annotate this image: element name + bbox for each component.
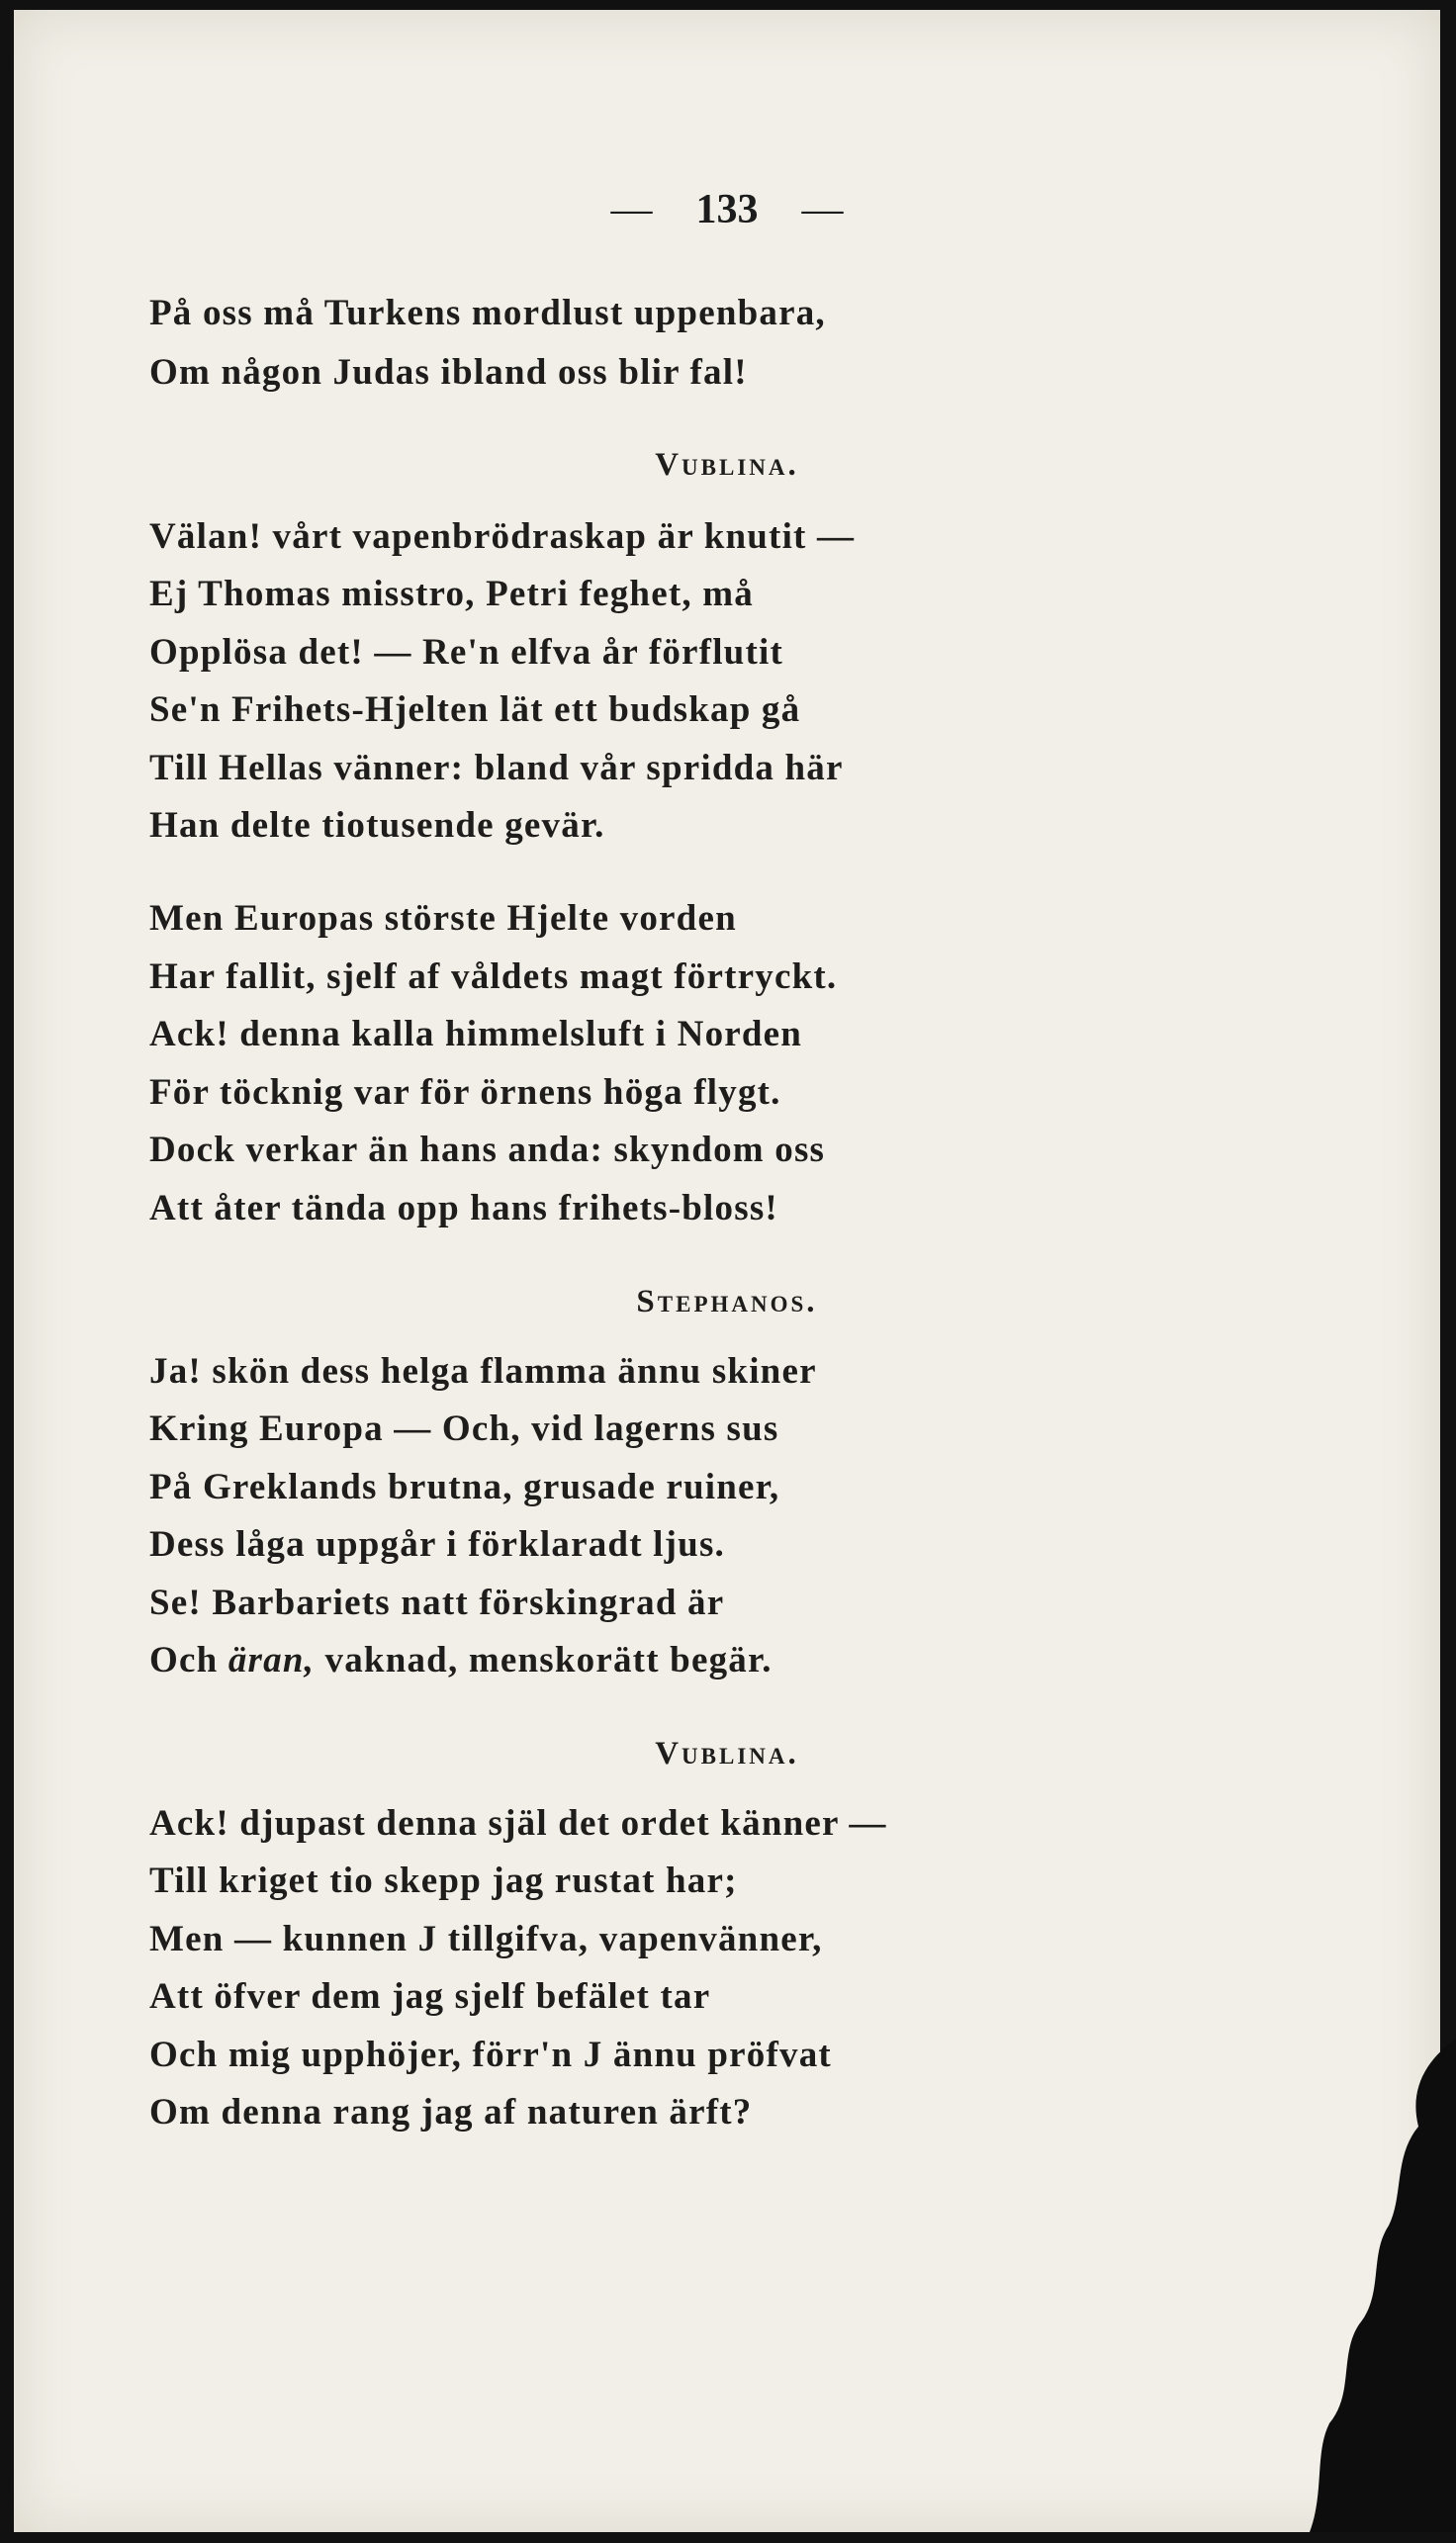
verse-line: Men Europas störste Hjelte vorden [149,898,737,939]
page-damage-stain [1300,2018,1456,2532]
header-dash-left: — [610,187,653,232]
verse-line: På oss må Turkens mordlust uppenbara, [149,293,826,333]
verse-line: Kring Europa — Och, vid lagerns sus [149,1408,779,1449]
speaker-name: Vublina. [655,1736,799,1771]
verse-line: Dess låga uppgår i förklaradt ljus. [149,1524,725,1565]
verse-line: Till Hellas vänner: bland vår spridda här [149,748,844,788]
page-number: 133 [695,187,759,232]
verse-line [149,1639,773,1681]
verse-line: Se'n Frihets-Hjelten lät ett budskap gå [149,689,801,730]
verse-line: Ej Thomas misstro, Petri feghet, må [149,574,754,614]
verse-line: Att åter tända opp hans frihets-bloss! [149,1188,778,1228]
verse-line: På Greklands brutna, grusade ruiner, [149,1467,780,1507]
book-page [14,10,1440,2532]
verse-line: Se! Barbariets natt förskingrad är [149,1583,725,1623]
verse-line: Och mig upphöjer, förr'n J ännu pröfvat [149,2035,832,2075]
verse-line: Om denna rang jag af naturen ärft? [149,2092,753,2133]
verse-line: Men — kunnen J tillgifva, vapenvänner, [149,1919,823,1959]
verse-line: Dock verkar än hans anda: skyndom oss [149,1130,826,1170]
verse-word: vaknad, menskorätt begär. [324,1640,773,1680]
verse-line: Om någon Judas ibland oss blir fal! [149,352,748,393]
page-number-header [14,186,1440,233]
verse-line: Opplösa det! — Re'n elfva år förflutit [149,632,783,673]
verse-line: Ack! denna kalla himmelsluft i Norden [149,1014,803,1054]
verse-line: Ja! skön dess helga flamma ännu skiner [149,1351,817,1392]
verse-line: Har fallit, sjelf af våldets magt förtryckt. [149,956,838,997]
italic-word: äran, [228,1640,316,1680]
verse-word: Och [149,1640,219,1680]
header-dash-right: — [801,187,844,232]
verse-line: För töcknig var för örnens höga flygt. [149,1072,781,1113]
verse-line: Välan! vårt vapenbrödraskap är knutit — [149,516,856,557]
speaker-name: Stephanos. [636,1284,818,1319]
verse-line: Till kriget tio skepp jag rustat har; [149,1861,738,1901]
verse-line: Han delte tiotusende gevär. [149,805,605,846]
verse-line: Ack! djupast denna själ det ordet känner — [149,1803,887,1844]
speaker-name: Vublina. [655,447,799,483]
verse-line: Att öfver dem jag sjelf befälet tar [149,1976,711,2017]
